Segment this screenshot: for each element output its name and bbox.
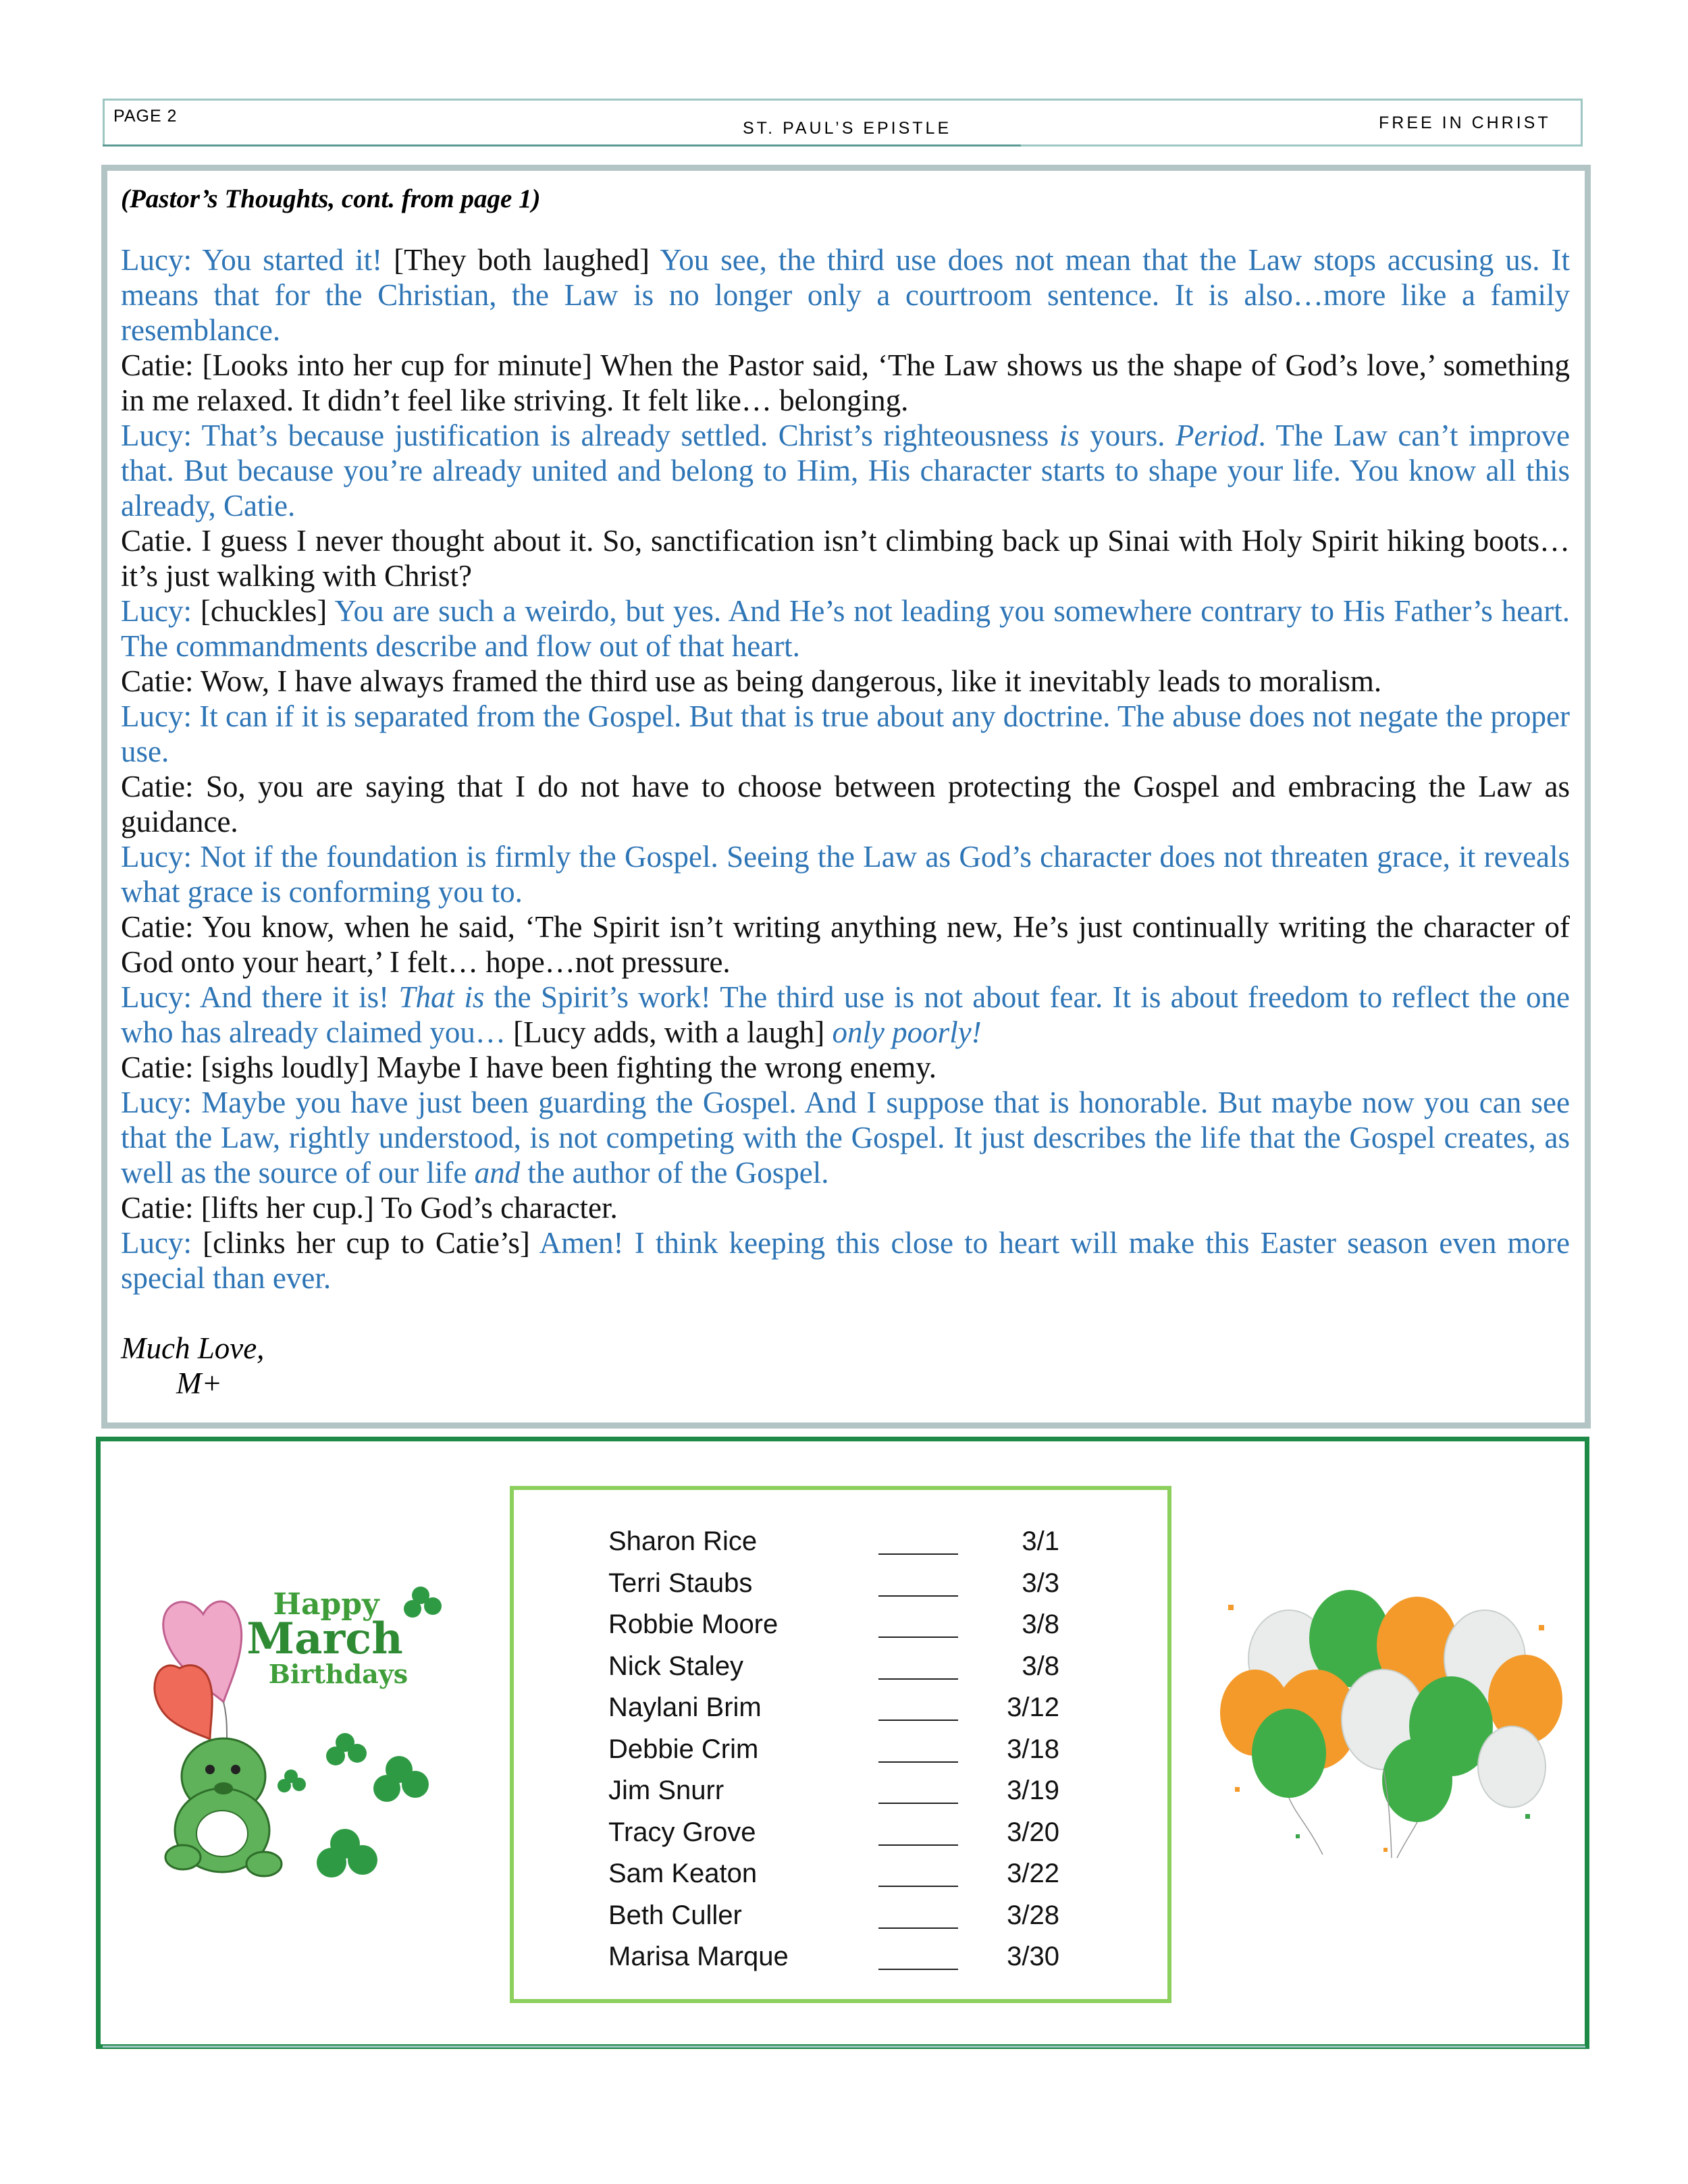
birthday-date: 3/8 [1022,1609,1059,1639]
signature-block [121,1331,1570,1401]
birthday-row [514,1568,1167,1609]
birthday-row [514,1942,1167,1982]
closing-text: Much Love, [121,1331,265,1365]
dialogue-segment: . The Law can’t improve that. But because you’re already united and belong to Him, His character starts to shape your life. You know all this already, Catie. [121,419,1570,523]
birthday-row [514,1900,1167,1941]
birthday-date: 3/18 [1007,1734,1059,1764]
dialogue-segment: the Spirit’s work! The third use is not about fear. It is about freedom to reflect the one who has already claimed you… [121,980,1570,1049]
dialogue-line-catie [121,769,1570,839]
birthday-name: Naylani Brim [608,1693,762,1722]
birthday-row [514,1817,1167,1858]
dialogue-segment: Lucy: And there it is! [121,980,399,1014]
article-body [121,183,1570,1401]
dialogue-segment: [They both laughed] [394,243,660,277]
birthday-name: Sharon Rice [608,1526,758,1556]
header-right-rule [1581,99,1583,146]
birthday-blank-line [878,1595,958,1597]
birthday-date: 3/8 [1022,1651,1059,1681]
birthday-date: 3/12 [1007,1693,1059,1722]
header-bottom-rule [103,144,1021,147]
page-number: PAGE 2 [113,107,178,126]
dialogue-segment: Lucy: It can if it is separated from the Gospel. But that is true about any doctrine. The abuse does not negate the proper use. [121,699,1570,768]
dialogue-segment: Lucy: Not if the foundation is firmly the Gospel. Seeing the Law as God’s character does not threaten grace, it reveals what grace is conforming you to. [121,840,1570,909]
balloon-icon [1220,1590,1562,1858]
birthday-name: Terri Staubs [608,1568,753,1598]
newsletter-title: ST. PAUL’S EPISTLE [743,119,952,138]
dialogue-line-lucy [121,242,1570,348]
birthday-row [514,1859,1167,1899]
dialogue-segment: That is [398,980,485,1014]
birthday-date: 3/22 [1007,1859,1059,1888]
birthday-blank-line [878,1803,958,1804]
birthday-name: Nick Staley [608,1651,744,1681]
birthday-date: 3/28 [1007,1900,1059,1930]
dialogue-line-catie [121,664,1570,699]
birthday-date: 3/30 [1007,1942,1059,1971]
birthday-row [514,1693,1167,1733]
bear-icon [165,1738,282,1876]
birthday-name: Beth Culler [608,1900,742,1930]
dialogue-line-catie [121,523,1570,593]
page-header [103,99,1583,147]
dialogue-line-lucy [121,699,1570,769]
dialogue [121,242,1570,1296]
birthday-date: 3/20 [1007,1817,1059,1847]
dialogue-segment: Catie. I guess I never thought about it. So, sanctification isn’t climbing back up Sinai with Holy Spirit hiking boots…it’s just walking with Christ? [121,524,1570,593]
birthday-name: Tracy Grove [608,1817,756,1847]
birthday-name: Debbie Crim [608,1734,759,1764]
birthday-blank-line [878,1969,958,1970]
birthday-blank-line [878,1761,958,1763]
birthday-list [510,1486,1171,2003]
birthday-name: Jim Snurr [608,1776,724,1805]
signature-name: M+ [176,1366,222,1400]
dialogue-segment: Lucy: Maybe you have just been guarding the Gospel. And I suppose that is honorable. But maybe now you can see that the Law, rightly understood, is not competing with the Gospel. It just describes the life that the Gospel creates, as well as the source of our life [121,1086,1570,1190]
dialogue-line-lucy [121,1225,1570,1296]
dialogue-line-catie [121,1050,1570,1085]
birthday-blank-line [878,1636,958,1638]
dialogue-segment: Lucy: [121,1226,203,1260]
dialogue-segment: Catie: Wow, I have always framed the third use as being dangerous, like it inevitably leads to moralism. [121,664,1382,698]
dialogue-segment: Catie: [lifts her cup.] To God’s character. [121,1191,618,1225]
dialogue-segment: Period [1176,419,1259,452]
dialogue-line-lucy [121,839,1570,909]
birthday-row [514,1609,1167,1650]
dialogue-line-lucy [121,593,1570,664]
march-birthdays-card-image [142,1574,460,1892]
dialogue-segment: the author of the Gospel. [520,1156,829,1190]
birthday-date: 3/1 [1022,1526,1059,1556]
dialogue-segment: [chuckles] [200,594,335,628]
birthday-row [514,1776,1167,1816]
card-text-march: March [246,1614,403,1664]
dialogue-segment: [Lucy adds, with a laugh] [513,1015,833,1049]
dialogue-segment: Lucy: You started it! [121,243,394,277]
pastor-thoughts-article [101,165,1591,1429]
birthday-section-shadow [103,2046,1585,2048]
newsletter-tagline: FREE IN CHRIST [1379,113,1551,132]
dialogue-line-catie [121,1190,1570,1225]
dialogue-segment: Catie: So, you are saying that I do not have to choose between protecting the Gospel and embracing the Law as guidance. [121,770,1570,838]
birthday-date: 3/19 [1007,1776,1059,1805]
dialogue-line-catie [121,348,1570,418]
dialogue-segment: Catie: [Looks into her cup for minute] When the Pastor said, ‘The Law shows us the shape of God’s love,’ something in me relaxed. It didn’t feel like striving. It felt like… belonging. [121,348,1570,417]
card-text-birthdays: Birthdays [268,1659,408,1689]
dialogue-segment: is [1059,419,1080,452]
dialogue-line-catie [121,909,1570,980]
dialogue-segment: Amen! I think keeping this close to heart will make this Easter season even more special than ever. [121,1226,1570,1295]
header-left-rule [103,99,105,146]
dialogue-line-lucy [121,1085,1570,1190]
dialogue-segment: yours. [1079,419,1176,452]
dialogue-segment: You see, the third use does not mean that the Law stops accusing us. It means that for the Christian, the Law is no longer only a courtroom sentence. It is also…more like a family resemblance. [121,243,1570,347]
birthday-row [514,1651,1167,1692]
card-text-happy: Happy [273,1587,379,1622]
birthday-blank-line [878,1720,958,1721]
birthday-blank-line [878,1886,958,1887]
dialogue-segment: Lucy: [121,594,201,628]
balloons-image [1215,1584,1566,1861]
birthday-date: 3/3 [1022,1568,1059,1598]
birthday-row [514,1526,1167,1567]
birthday-row [514,1734,1167,1775]
dialogue-line-lucy [121,980,1570,1050]
dialogue-segment: [clinks her cup to Catie’s] [203,1226,539,1260]
dialogue-segment: Lucy: That’s because justification is already settled. Christ’s righteousness [121,419,1059,452]
birthday-blank-line [878,1678,958,1680]
header-bottom-rule-right [1021,144,1583,147]
dialogue-line-lucy [121,418,1570,523]
birthday-name: Sam Keaton [608,1859,758,1888]
header-top-rule [103,99,1583,101]
birthday-name: Marisa Marque [608,1942,789,1971]
birthday-blank-line [878,1844,958,1846]
birthday-name: Robbie Moore [608,1609,779,1639]
dialogue-segment: Catie: [sighs loudly] Maybe I have been fighting the wrong enemy. [121,1050,937,1084]
dialogue-segment: only poorly! [832,1015,982,1049]
dialogue-segment: and [474,1156,521,1190]
birthday-blank-line [878,1553,958,1555]
birthday-section [96,1437,1589,2049]
dialogue-segment: Catie: You know, when he said, ‘The Spirit isn’t writing anything new, He’s just continually writing the character of God onto your heart,’ I felt… hope…not pressure. [121,910,1570,979]
continuation-note: (Pastor’s Thoughts, cont. from page 1) [121,184,541,213]
dialogue-segment: You are such a weirdo, but yes. And He’s not leading you somewhere contrary to His Father’s heart. The commandments describe and flow out of that heart. [121,594,1570,663]
birthday-blank-line [878,1927,958,1929]
